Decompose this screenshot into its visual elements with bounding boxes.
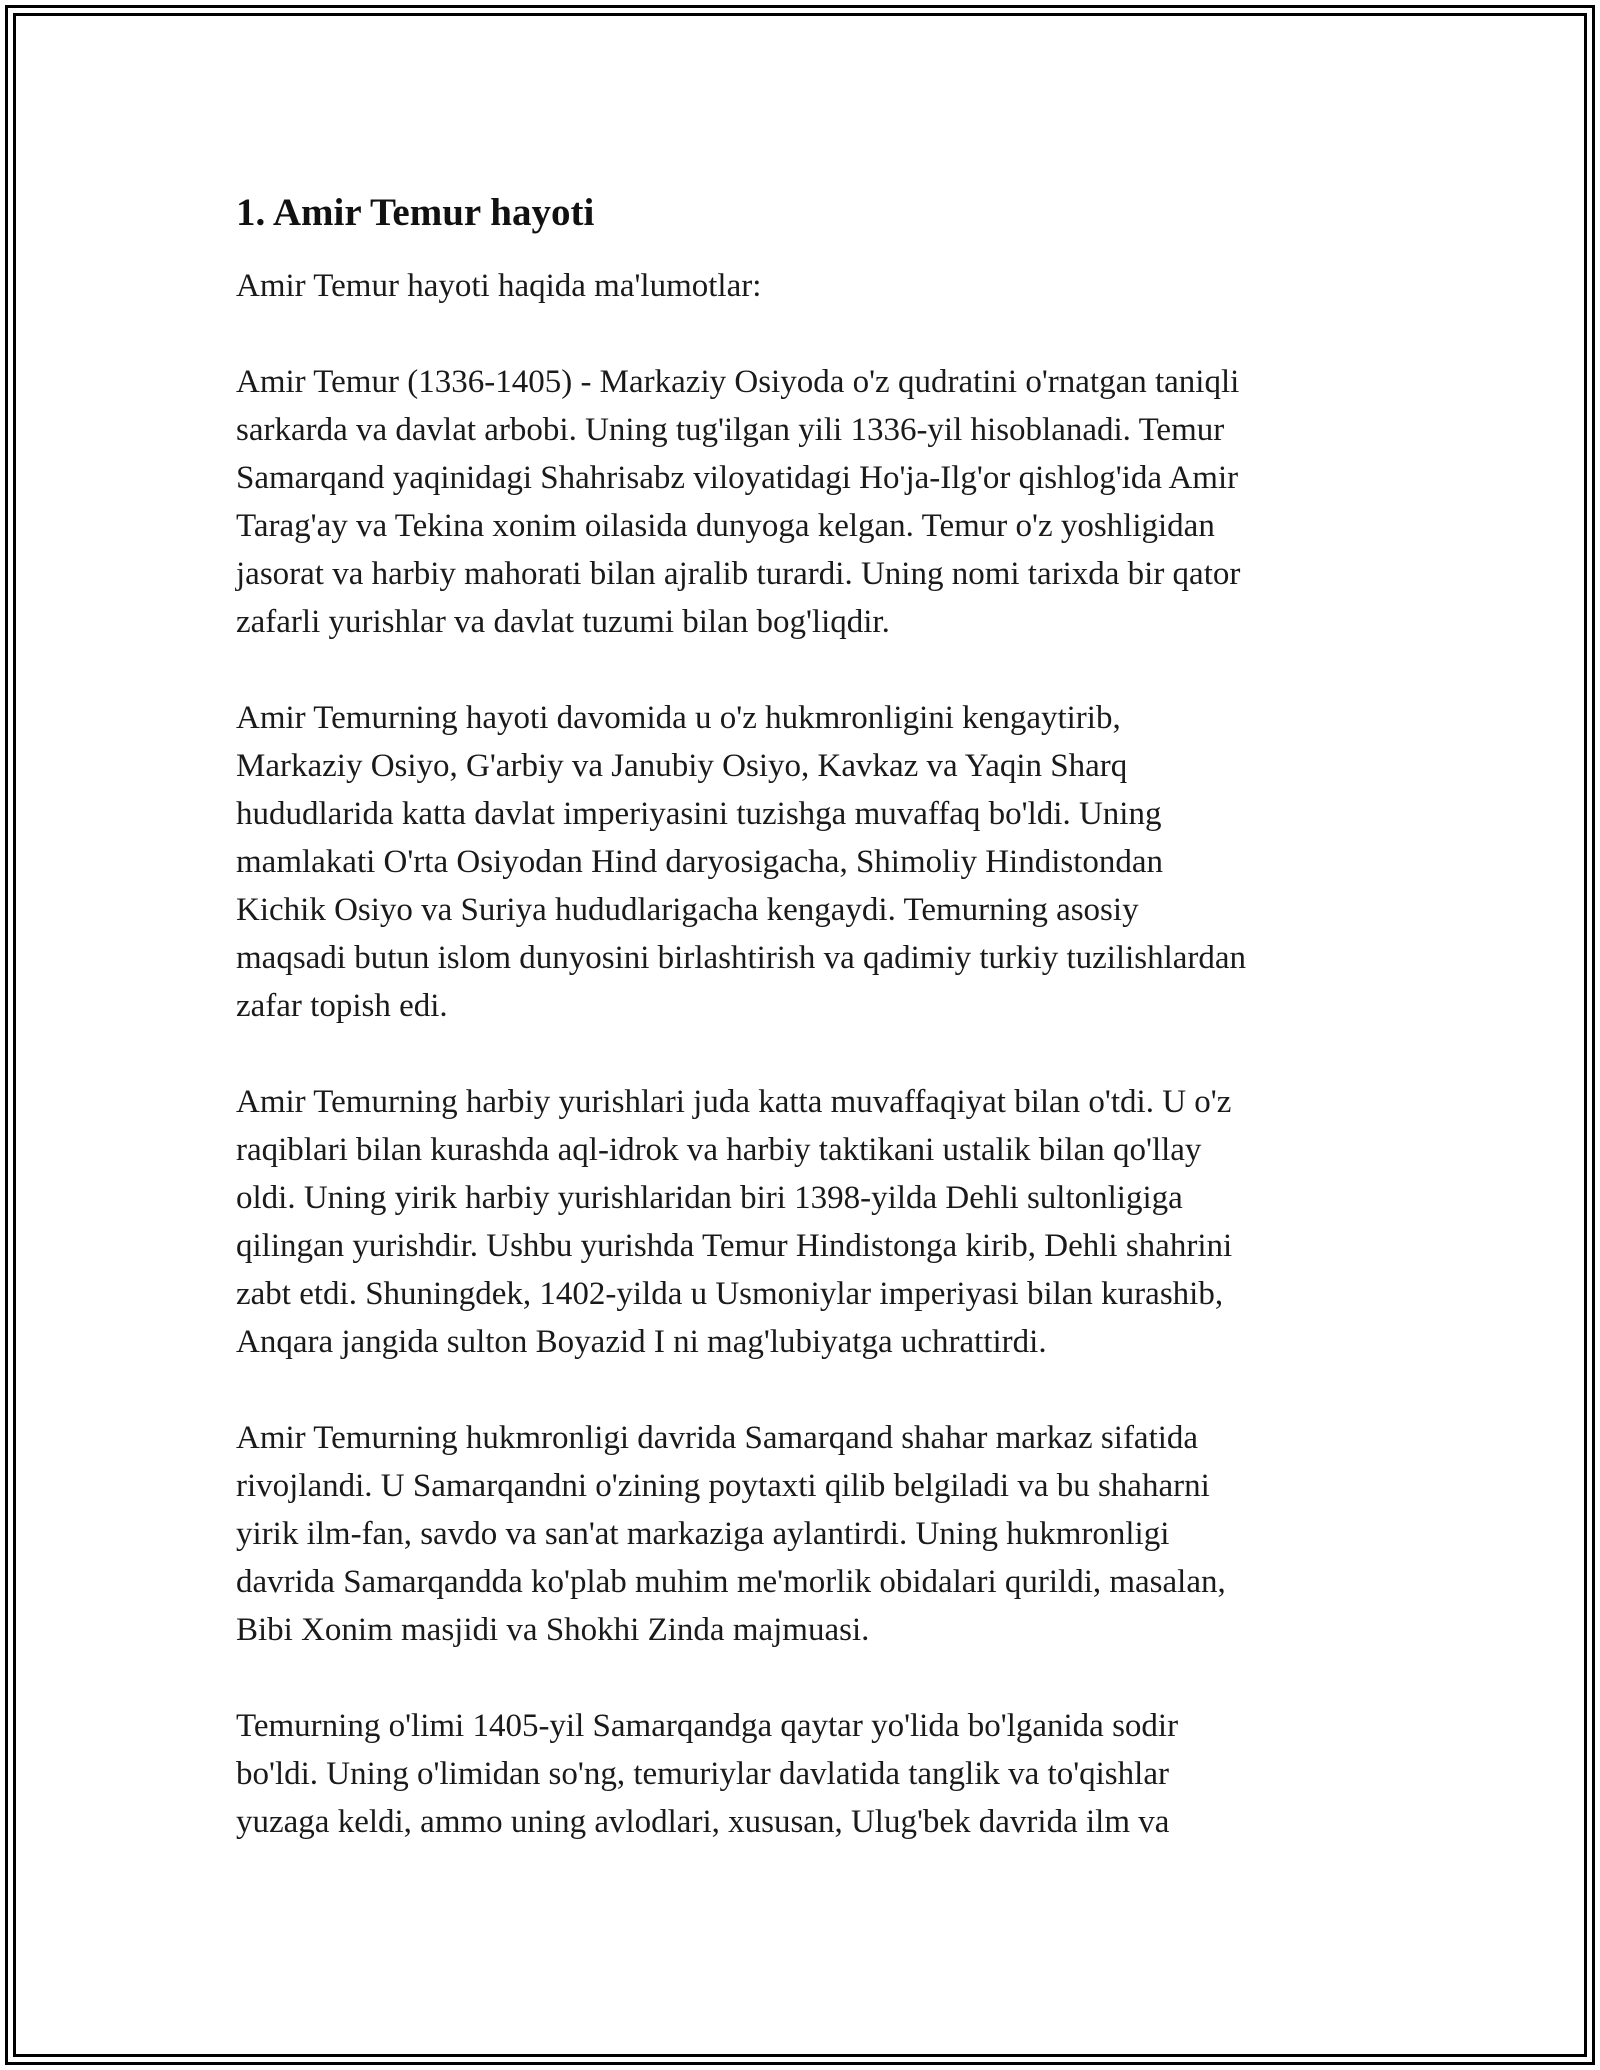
section-heading: 1. Amir Temur hayoti — [236, 191, 595, 234]
paragraph-3 — [236, 1078, 1366, 1366]
paragraph-line: Temurning o'limi 1405-yil Samarqandga qaytar yo'lida bo'lganida sodir — [236, 1708, 1179, 1744]
paragraph-line: maqsadi butun islom dunyosini birlashtirish va qadimiy turkiy tuzilishlardan — [236, 940, 1247, 976]
paragraph-5 — [236, 1702, 1366, 1846]
paragraph-line: Markaziy Osiyo, G'arbiy va Janubiy Osiyo, Kavkaz va Yaqin Sharq — [236, 748, 1128, 784]
paragraph-line: oldi. Uning yirik harbiy yurishlaridan biri 1398-yilda Dehli sultonligiga — [236, 1180, 1183, 1216]
paragraph-4 — [236, 1414, 1366, 1654]
intro-text: Amir Temur hayoti haqida ma'lumotlar: — [236, 268, 762, 304]
paragraph-2 — [236, 694, 1366, 1030]
paragraph-line: Bibi Xonim masjidi va Shokhi Zinda majmuasi. — [236, 1612, 870, 1648]
paragraph-line: Samarqand yaqinidagi Shahrisabz viloyatidagi Ho'ja-Ilg'or qishlog'ida Amir — [236, 460, 1239, 496]
document-body — [236, 186, 1366, 1894]
paragraph-line: sarkarda va davlat arbobi. Uning tug'ilgan yili 1336-yil hisoblanadi. Temur — [236, 412, 1225, 448]
paragraph-line: yirik ilm-fan, savdo va san'at markaziga aylantirdi. Uning hukmronligi — [236, 1516, 1170, 1552]
paragraph-line: bo'ldi. Uning o'limidan so'ng, temuriylar davlatida tanglik va to'qishlar — [236, 1756, 1169, 1792]
paragraph-line: hududlarida katta davlat imperiyasini tuzishga muvaffaq bo'ldi. Uning — [236, 796, 1162, 832]
paragraph-1 — [236, 358, 1366, 646]
paragraph-line: qilingan yurishdir. Ushbu yurishda Temur Hindistonga kirib, Dehli shahrini — [236, 1228, 1233, 1264]
paragraph-line: raqiblari bilan kurashda aql-idrok va harbiy taktikani ustalik bilan qo'llay — [236, 1132, 1202, 1168]
paragraph-line: Amir Temur (1336-1405) - Markaziy Osiyoda o'z qudratini o'rnatgan taniqli — [236, 364, 1240, 400]
paragraph-line: yuzaga keldi, ammo uning avlodlari, xususan, Ulug'bek davrida ilm va — [236, 1804, 1170, 1840]
paragraph-line: Anqara jangida sulton Boyazid I ni mag'lubiyatga uchrattirdi. — [236, 1324, 1047, 1360]
paragraph-line: zafarli yurishlar va davlat tuzumi bilan bog'liqdir. — [236, 604, 890, 640]
paragraph-line: rivojlandi. U Samarqandni o'zining poytaxti qilib belgiladi va bu shaharni — [236, 1468, 1210, 1504]
paragraph-line: Tarag'ay va Tekina xonim oilasida dunyoga kelgan. Temur o'z yoshligidan — [236, 508, 1215, 544]
paragraph-line: zabt etdi. Shuningdek, 1402-yilda u Usmoniylar imperiyasi bilan kurashib, — [236, 1276, 1224, 1312]
paragraph-line: davrida Samarqandda ko'plab muhim me'morlik obidalari qurildi, masalan, — [236, 1564, 1226, 1600]
paragraph-line: zafar topish edi. — [236, 988, 448, 1024]
paragraph-line: Kichik Osiyo va Suriya hududlarigacha kengaydi. Temurning asosiy — [236, 892, 1139, 928]
paragraph-line: Amir Temurning harbiy yurishlari juda katta muvaffaqiyat bilan o'tdi. U o'z — [236, 1084, 1232, 1120]
paragraph-line: Amir Temurning hayoti davomida u o'z hukmronligini kengaytirib, — [236, 700, 1121, 736]
paragraph-line: jasorat va harbiy mahorati bilan ajralib turardi. Uning nomi tarixda bir qator — [236, 556, 1241, 592]
paragraph-line: mamlakati O'rta Osiyodan Hind daryosigacha, Shimoliy Hindistondan — [236, 844, 1164, 880]
paragraph-line: Amir Temurning hukmronligi davrida Samarqand shahar markaz sifatida — [236, 1420, 1199, 1456]
